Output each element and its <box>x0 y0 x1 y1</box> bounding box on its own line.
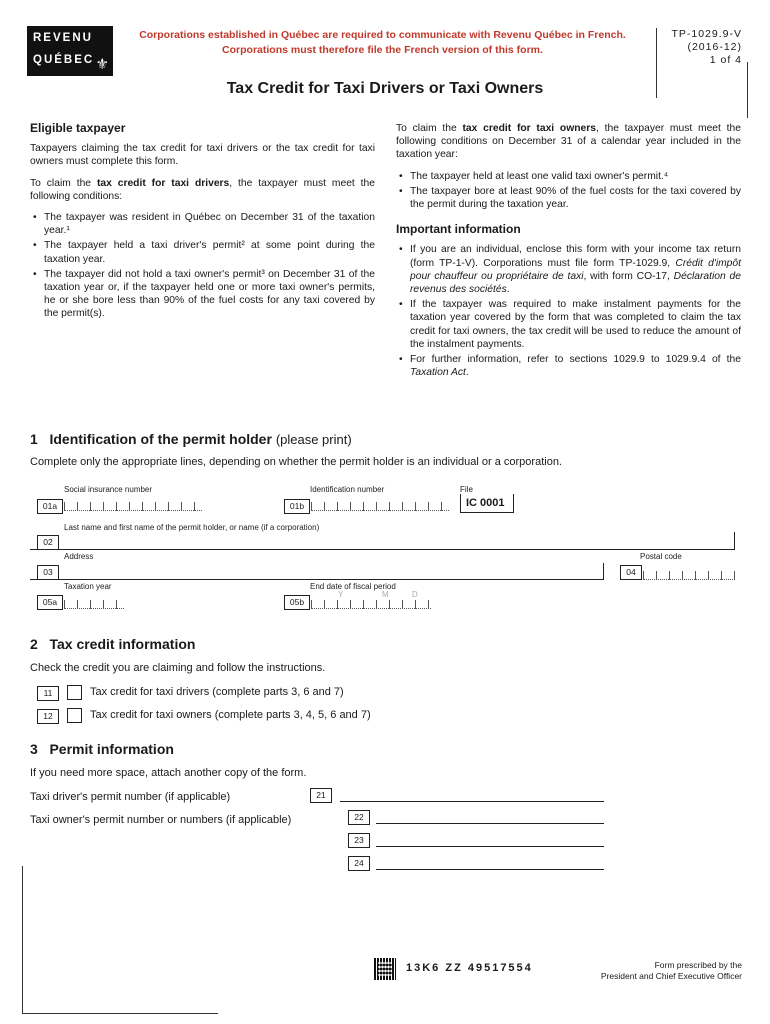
list-item: • The taxpayer did not hold a taxi owner's permit³ on December 31 of the taxation year or, if the taxpayer held one or more taxi owner's permits, he or she bore less than 90% of the fuel costs for any taxi covered by the permit(s). <box>30 268 375 321</box>
box-24: 24 <box>348 856 370 871</box>
box-01b: 01b <box>284 499 310 514</box>
list-item: • The taxpayer held a taxi driver's permit² at some point during the taxation year. <box>30 239 375 265</box>
form-date: (2016-12) <box>687 41 742 53</box>
address-line-end <box>603 563 604 580</box>
postal-code-input[interactable] <box>643 571 735 580</box>
box-04: 04 <box>620 565 642 580</box>
owners-credit-checkbox[interactable] <box>67 708 82 723</box>
eligible-taxpayer-heading: Eligible taxpayer <box>30 121 126 135</box>
fleur-de-lis-icon: ⚜ <box>95 56 109 73</box>
box-02: 02 <box>37 535 59 550</box>
form-title: Tax Credit for Taxi Drivers or Taxi Owners <box>226 80 544 97</box>
postal-code-label: Postal code <box>640 552 682 561</box>
form-code: TP-1029.9-V <box>671 28 742 40</box>
address-label: Address <box>64 552 94 561</box>
logo-line1: REVENU <box>33 32 93 44</box>
section3-title: 3 Permit information <box>30 741 174 757</box>
name-line[interactable] <box>30 549 735 550</box>
file-value: IC 0001 <box>466 497 505 509</box>
owners-column <box>396 122 741 385</box>
driver-permit-input[interactable] <box>340 801 604 802</box>
section1-subtitle: Complete only the appropriate lines, depending on whether the permit holder is an individual or a corporation. <box>30 456 562 468</box>
eligible-intro: Taxpayers claiming the tax credit for taxi drivers or the tax credit for taxi owners must complete this form. <box>30 143 375 168</box>
form-identifier <box>640 28 742 67</box>
box-23: 23 <box>348 833 370 848</box>
important-info-heading: Important information <box>396 222 521 237</box>
prescribed-note: Form prescribed by the President and Chief Executive Officer <box>600 960 742 981</box>
eligible-taxpayer-column <box>30 122 375 327</box>
box-05b: 05b <box>284 595 310 610</box>
2d-barcode-icon <box>374 958 396 980</box>
owners-conditions-list <box>396 170 741 212</box>
french-notice <box>120 28 645 58</box>
name-label: Last name and first name of the permit holder, or name (if a corporation) <box>64 523 320 532</box>
file-label: File <box>460 485 473 494</box>
section2-title: 2 Tax credit information <box>30 636 196 652</box>
ymd-month-hint: M <box>382 590 389 599</box>
sin-input[interactable] <box>64 502 202 511</box>
owners-claim-text: To claim the tax credit for taxi owners, the taxpayer must meet the following conditions on December 31 of a calendar year included in the taxation year: <box>396 123 741 161</box>
box-12: 12 <box>37 709 59 724</box>
drivers-credit-checkbox[interactable] <box>67 685 82 700</box>
owner-permit-input-3[interactable] <box>376 869 604 870</box>
corner-mark-vertical <box>22 866 23 1014</box>
box-01a: 01a <box>37 499 63 514</box>
box-05a: 05a <box>37 595 63 610</box>
section3-subtitle: If you need more space, attach another copy of the form. <box>30 767 307 779</box>
list-item: • The taxpayer bore at least 90% of the fuel costs for the taxi covered by the permit during the taxation year. <box>396 185 741 211</box>
taxation-year-input[interactable] <box>64 600 124 609</box>
driver-permit-label: Taxi driver's permit number (if applicable) <box>30 791 231 803</box>
taxation-year-label: Taxation year <box>64 582 112 591</box>
section1-title: 1 Identification of the permit holder (please print) <box>30 431 352 447</box>
notice-line1: Corporations established in Québec are required to communicate with Revenu Québec in French. <box>139 29 626 41</box>
box-11: 11 <box>37 686 59 701</box>
barcode-text: 13K6 ZZ 49517554 <box>406 962 533 974</box>
sin-label: Social insurance number <box>64 485 153 494</box>
owner-permit-label: Taxi owner's permit number or numbers (if applicable) <box>30 814 292 826</box>
logo-line2: QUÉBEC <box>33 54 95 66</box>
list-item: • If you are an individual, enclose this form with your income tax return (form TP-1-V). Corporations must file form TP-1029.9, Crédit d'impôt pour chauffeur ou propriétaire de taxi, with form CO-17, Déclaration de revenus des sociétés. <box>396 243 741 296</box>
drivers-conditions-list <box>30 211 375 321</box>
owner-permit-input-2[interactable] <box>376 846 604 847</box>
address-line[interactable] <box>30 579 603 580</box>
box-21: 21 <box>310 788 332 803</box>
ymd-day-hint: D <box>412 590 418 599</box>
name-line-end <box>734 532 735 550</box>
end-date-label: End date of fiscal period <box>310 582 396 591</box>
end-date-input[interactable] <box>311 600 431 609</box>
ymd-year-hint: Y <box>338 590 344 599</box>
drivers-claim-text: To claim the tax credit for taxi drivers, the taxpayer must meet the following conditions: <box>30 177 375 202</box>
list-item: • The taxpayer held at least one valid taxi owner's permit.⁴ <box>396 170 741 183</box>
section2-subtitle: Check the credit you are claiming and follow the instructions. <box>30 662 326 674</box>
list-item: • If the taxpayer was required to make instalment payments for the taxation year covered by the form that was completed to claim the tax credit for taxi owners, the tax credit will be used to reduce the amount of the instalment payments. <box>396 298 741 351</box>
box-03: 03 <box>37 565 59 580</box>
corner-mark-horizontal <box>22 1013 218 1014</box>
id-number-input[interactable] <box>311 502 449 511</box>
box-22: 22 <box>348 810 370 825</box>
important-info-list <box>396 243 741 379</box>
list-item: • The taxpayer was resident in Québec on December 31 of the taxation year.¹ <box>30 211 375 237</box>
drivers-credit-label: Tax credit for taxi drivers (complete parts 3, 6 and 7) <box>90 686 344 698</box>
list-item: • For further information, refer to sections 1029.9 to 1029.9.4 of the Taxation Act. <box>396 353 741 379</box>
revenu-quebec-logo <box>27 26 113 76</box>
page-number: 1 of 4 <box>709 54 742 66</box>
notice-line2: Corporations must therefore file the French version of this form. <box>222 44 543 56</box>
owners-credit-label: Tax credit for taxi owners (complete parts 3, 4, 5, 6 and 7) <box>90 709 371 721</box>
owner-permit-input-1[interactable] <box>376 823 604 824</box>
id-label: Identification number <box>310 485 385 494</box>
